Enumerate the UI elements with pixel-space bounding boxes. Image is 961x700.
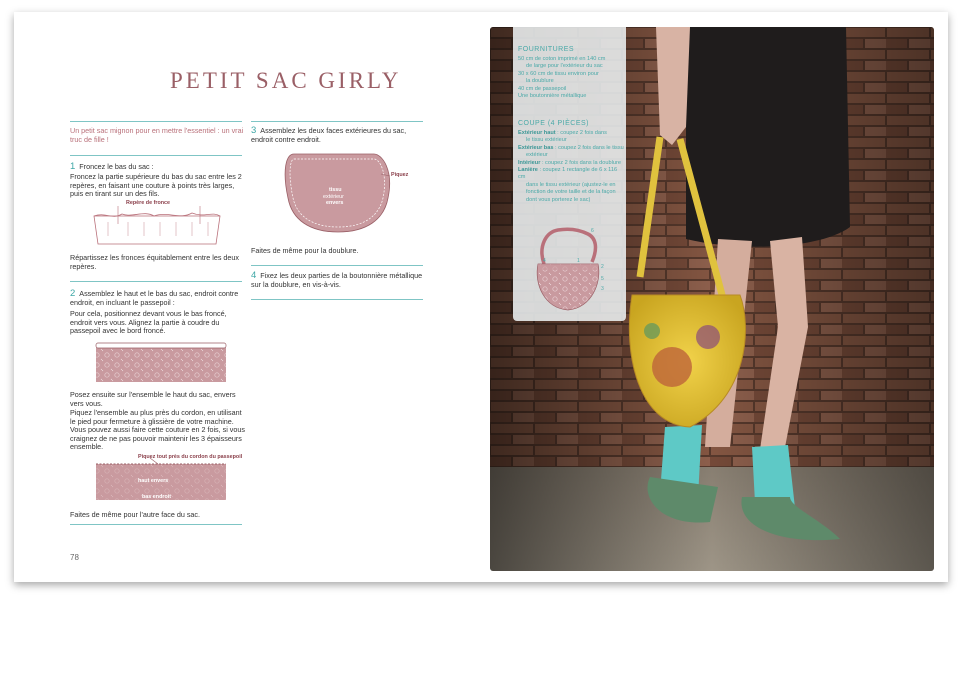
sewing-label-bottom-right-side: bas endroit — [142, 494, 172, 500]
cutting-item-cont: extérieur — [526, 152, 548, 159]
step-1-heading — [70, 163, 246, 172]
bag-shape-label-fabric: tissu — [329, 187, 342, 193]
supplies-title: FOURNITURES — [518, 46, 575, 53]
step-4-number: 4 — [251, 270, 257, 281]
pattern-number: 4 — [543, 258, 546, 264]
supplies-item: 50 cm de coton imprimé en 140 cm — [518, 56, 606, 62]
cutting-item — [518, 145, 626, 152]
bag-shape-stitch-label: Piquez — [391, 172, 409, 178]
bag-shape-label-exterior: extérieur — [323, 194, 344, 200]
cutting-title: COUPE (4 PIÈCES) — [518, 120, 590, 127]
intro-text: Un petit sac mignon pour en mettre l'essentiel : un vrai truc de fille ! — [70, 126, 244, 144]
cutting-item-label: Extérieur haut — [518, 130, 556, 136]
step-2-text-3: Piquez l'ensemble au plus près du cordon, en utilisant le pied pour fermeture à glissière de votre machine. Vous pouvez aussi faire cette couture en 2 fois, si vous craignez de ne pas pouvoir maintenir les 3 épaisseurs ensemble. — [70, 408, 245, 452]
bag-shape-label-wrong-side: envers — [326, 200, 344, 206]
pattern-pieces-diagram — [530, 224, 610, 314]
sewing-label-top-wrong-side: haut envers — [138, 478, 169, 484]
cutting-item-text: : coupez 1 rectangle de 6 x 116 cm — [518, 167, 618, 181]
step-2-text-4: Faites de même pour l'autre face du sac. — [70, 510, 201, 519]
cutting-item-text: : coupez 2 fois dans la doublure — [540, 159, 621, 166]
rule — [70, 121, 242, 122]
step-2-heading — [70, 290, 246, 307]
rule — [70, 524, 242, 525]
supplies-item: 30 x 60 cm de tissu environ pour — [518, 70, 599, 77]
cutting-item-label: Intérieur — [518, 159, 541, 166]
cutting-item — [518, 167, 626, 182]
supplies-list — [518, 56, 626, 100]
bag-shape-diagram — [278, 150, 398, 236]
supplies-item: de large pour l'extérieur du sac — [526, 63, 603, 70]
step-3-heading — [251, 127, 427, 144]
sewing-label-top: Piquez tout près du cordon du passepoil — [138, 454, 243, 460]
supplies-item: 40 cm de passepoil — [518, 85, 567, 92]
rule — [251, 265, 423, 266]
cutting-item-cont: le tissu extérieur — [526, 137, 567, 144]
cutting-item-label: Extérieur bas — [518, 144, 554, 151]
rule — [70, 155, 242, 156]
step-3-heading-text: Assemblez les deux faces extérieures du sac, endroit contre endroit. — [251, 126, 407, 144]
gather-mark-label: Repère de fronce — [126, 200, 171, 206]
pattern-number: 1 — [577, 258, 580, 264]
pattern-number: 2 — [601, 264, 604, 270]
rule — [251, 299, 423, 300]
cutting-item — [518, 130, 626, 137]
piping-diagram — [92, 340, 232, 384]
step-2-text-2: Posez ensuite sur l'ensemble le haut du sac, envers vers vous. — [70, 390, 236, 408]
step-4-heading-text: Fixez les deux parties de la boutonnière métallique sur la doublure, en vis-à-vis. — [251, 271, 423, 289]
rule — [251, 121, 423, 122]
step-2-number: 2 — [70, 288, 76, 299]
cutting-item-label: Lanière — [518, 167, 538, 174]
step-3-number: 3 — [251, 125, 257, 136]
rule — [70, 281, 242, 282]
supplies-item: Une boutonnière métallique — [518, 93, 587, 100]
cutting-item-cont: fonction de votre taille et de la façon — [526, 189, 616, 196]
pattern-number: 3 — [601, 286, 604, 292]
step-1-number: 1 — [70, 161, 76, 172]
supplies-item: la doublure — [526, 78, 554, 85]
step-4-heading — [251, 272, 427, 289]
cutting-list — [518, 130, 626, 204]
step-3-text: Faites de même pour la doublure. — [251, 246, 359, 255]
step-2-heading-text: Assemblez le haut et le bas du sac, endroit contre endroit, en incluant le passepoil : — [70, 289, 239, 307]
cutting-item-text: : coupez 2 fois dans — [555, 130, 607, 136]
cutting-item-cont: dont vous porterez le sac) — [526, 196, 591, 203]
cutting-item-cont: dans le tissu extérieur (ajustez-le en — [526, 181, 616, 188]
pattern-number: 5 — [601, 276, 604, 282]
step-1-heading-text: Froncez le bas du sac : — [79, 162, 154, 171]
step-1-text-2: Répartissez les fronces équitablement entre les deux repères. — [70, 253, 239, 271]
page-title: PETIT SAC GIRLY — [170, 68, 402, 93]
cutting-item — [518, 160, 626, 167]
cutting-item-text: : coupez 2 fois dans le tissu — [553, 144, 624, 151]
page-number: 78 — [70, 553, 79, 562]
pattern-number: 6 — [591, 228, 594, 234]
step-1-text: Froncez la partie supérieure du bas du sac entre les 2 repères, en faisant une couture à points très larges, puis en tirant sur un des fils. — [70, 172, 242, 199]
step-2-text: Pour cela, positionnez devant vous le bas froncé, endroit vers vous. Alignez la partie à coudre du passepoil avec le bord froncé. — [70, 309, 227, 336]
